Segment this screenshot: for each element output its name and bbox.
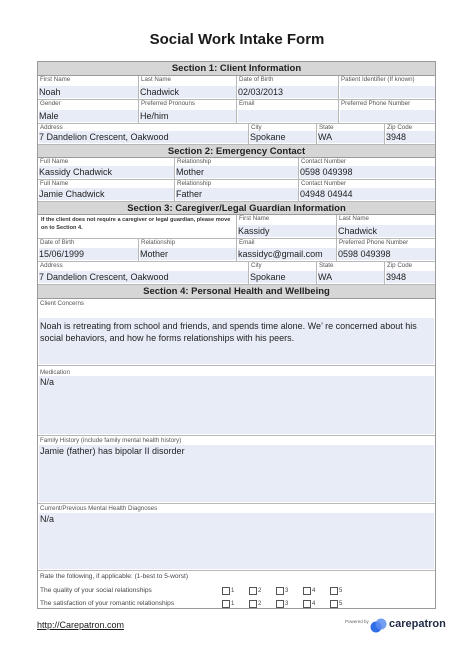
guardian-first-name-label: First Name [239, 215, 270, 222]
contact2-relationship-label: Relationship [177, 180, 212, 187]
guardian-dob-field[interactable] [38, 239, 139, 262]
patient-id-field[interactable] [339, 76, 435, 100]
zip-value[interactable]: 3948 [386, 131, 435, 143]
last-name-value[interactable]: Chadwick [140, 86, 236, 98]
guardian-phone-field[interactable] [337, 239, 435, 262]
phone-label: Preferred Phone Number [341, 100, 411, 107]
city-value[interactable]: Spokane [250, 131, 316, 143]
carepatron-brand: carepatron [389, 618, 446, 630]
guardian-relationship-field[interactable] [139, 239, 237, 262]
guardian-email-label: Email [239, 239, 255, 246]
city-field[interactable] [249, 124, 317, 145]
contact1-number-label: Contact Number [301, 158, 347, 165]
contact1-name-field[interactable] [38, 158, 175, 180]
social-rating-2-label: 2 [258, 588, 262, 594]
contact1-relationship-value[interactable]: Mother [176, 166, 298, 178]
guardian-zip-field[interactable] [385, 262, 435, 285]
contact2-number-field[interactable] [299, 180, 435, 202]
romantic-rating-4-checkbox[interactable] [303, 600, 311, 608]
contact2-number-label: Contact Number [301, 180, 347, 187]
guardian-email-field[interactable] [237, 239, 337, 262]
guardian-relationship-label: Relationship [141, 239, 176, 246]
guardian-dob-label: Date of Birth [40, 239, 75, 246]
contact1-name-label: Full Name [40, 158, 69, 165]
client-concerns-field[interactable] [38, 299, 435, 366]
client-concerns-value[interactable]: Noah is retreating from school and friends, and spends time alone. We’ re concerned about his social behaviors, and how he forms relationships with his peers. [39, 318, 434, 364]
address-value[interactable]: 7 Dandelion Crescent, Oakwood [39, 131, 248, 143]
social-rating-3-label: 3 [285, 588, 289, 594]
family-history-label: Family History (include family mental health history) [40, 437, 182, 444]
romantic-rating-2-checkbox[interactable] [249, 600, 257, 608]
last-name-field[interactable] [139, 76, 237, 100]
zip-field[interactable] [385, 124, 435, 145]
guardian-first-name-field[interactable] [237, 215, 337, 239]
romantic-rating-5-checkbox[interactable] [330, 600, 338, 608]
powered-by-label: Powered by [345, 619, 369, 624]
address-field[interactable] [38, 124, 249, 145]
city-label: City [251, 124, 262, 131]
guardian-state-value[interactable]: WA [318, 271, 384, 283]
guardian-last-name-label: Last Name [339, 215, 369, 222]
social-rating-2-checkbox[interactable] [249, 587, 257, 595]
pronouns-value[interactable]: He/him [140, 110, 236, 122]
state-value[interactable]: WA [318, 131, 384, 143]
email-value[interactable] [238, 110, 338, 122]
email-field[interactable] [237, 100, 339, 124]
guardian-last-name-value[interactable]: Chadwick [338, 225, 435, 237]
contact2-relationship-value[interactable]: Father [176, 188, 298, 200]
dob-label: Date of Birth [239, 76, 274, 83]
romantic-rating-4-label: 4 [312, 601, 316, 607]
guardian-city-value[interactable]: Spokane [250, 271, 316, 283]
client-concerns-label: Client Concerns [40, 300, 85, 307]
dob-field[interactable] [237, 76, 339, 100]
state-field[interactable] [317, 124, 385, 145]
intake-form [37, 61, 436, 609]
phone-field[interactable] [339, 100, 435, 124]
social-rating-4-checkbox[interactable] [303, 587, 311, 595]
last-name-label: Last Name [141, 76, 171, 83]
guardian-relationship-value[interactable]: Mother [140, 248, 236, 260]
guardian-zip-value[interactable]: 3948 [386, 271, 435, 283]
social-rating-5-label: 5 [339, 588, 343, 594]
guardian-state-label: State [319, 262, 334, 269]
family-history-value[interactable]: Jamie (father) has bipolar II disorder [39, 445, 434, 502]
gender-field[interactable] [38, 100, 139, 124]
email-label: Email [239, 100, 255, 107]
guardian-dob-value[interactable]: 15/06/1999 [39, 248, 138, 260]
medication-value[interactable]: N/a [39, 376, 434, 434]
social-rating-5-checkbox[interactable] [330, 587, 338, 595]
contact1-relationship-label: Relationship [177, 158, 212, 165]
rating-item-social: The quality of your social relationships [40, 587, 152, 594]
romantic-rating-1-checkbox[interactable] [222, 600, 230, 608]
guardian-phone-label: Preferred Phone Number [339, 239, 409, 246]
guardian-note: If the client does not require a caregiver or legal guardian, please move on to Section 4. [38, 215, 237, 239]
rating-item-romantic: The satisfaction of your romantic relationships [40, 600, 175, 607]
contact2-number-value[interactable]: 04948 04944 [300, 188, 435, 200]
dob-value[interactable]: 02/03/2013 [238, 86, 338, 98]
guardian-address-label: Address [40, 262, 63, 269]
zip-label: Zip Code [387, 124, 413, 131]
contact1-number-value[interactable]: 0598 049398 [300, 166, 435, 178]
diagnoses-value[interactable]: N/a [39, 513, 434, 569]
carepatron-logo-icon [370, 617, 387, 634]
diagnoses-label: Current/Previous Mental Health Diagnoses [40, 505, 158, 512]
romantic-rating-2-label: 2 [258, 601, 262, 607]
pronouns-field[interactable] [139, 100, 237, 124]
guardian-state-field[interactable] [317, 262, 385, 285]
form-title: Social Work Intake Form [149, 31, 325, 48]
first-name-value[interactable]: Noah [39, 86, 138, 98]
social-rating-1-checkbox[interactable] [222, 587, 230, 595]
guardian-city-field[interactable] [249, 262, 317, 285]
guardian-address-field[interactable] [38, 262, 249, 285]
guardian-email-value[interactable]: kassidyc@gmail.com [238, 248, 336, 260]
first-name-label: First Name [40, 76, 71, 83]
gender-value[interactable]: Male [39, 110, 138, 122]
section3-header: Section 3: Caregiver/Legal Guardian Information [38, 202, 435, 215]
contact2-name-label: Full Name [40, 180, 69, 187]
patient-id-label: Patient Identifier (If known) [341, 76, 415, 83]
pronouns-label: Preferred Pronouns [141, 100, 195, 107]
phone-value[interactable] [340, 110, 435, 122]
contact1-name-value[interactable]: Kassidy Chadwick [39, 166, 174, 178]
address-label: Address [40, 124, 63, 131]
romantic-rating-3-checkbox[interactable] [276, 600, 284, 608]
patient-id-value[interactable] [340, 86, 435, 98]
guardian-address-value[interactable]: 7 Dandelion Crescent, Oakwood [39, 271, 248, 283]
family-history-field[interactable] [38, 436, 435, 504]
contact1-relationship-field[interactable] [175, 158, 299, 180]
romantic-rating-1-label: 1 [231, 601, 235, 607]
social-rating-3-checkbox[interactable] [276, 587, 284, 595]
carepatron-link[interactable]: http://Carepatron.com [37, 620, 125, 630]
guardian-last-name-field[interactable] [337, 215, 435, 239]
contact2-name-value[interactable]: Jamie Chadwick [39, 188, 174, 200]
section4-header: Section 4: Personal Health and Wellbeing [38, 285, 435, 299]
rating-section [38, 571, 435, 608]
rating-intro: Rate the following, if applicable: (1-best to 5-worst) [40, 573, 189, 580]
guardian-zip-label: Zip Code [387, 262, 413, 269]
guardian-city-label: City [251, 262, 262, 269]
contact2-name-field[interactable] [38, 180, 175, 202]
medication-field[interactable] [38, 366, 435, 436]
guardian-first-name-value[interactable]: Kassidy [238, 225, 336, 237]
social-rating-1-label: 1 [231, 588, 235, 594]
social-rating-4-label: 4 [312, 588, 316, 594]
section2-header: Section 2: Emergency Contact [38, 145, 435, 158]
romantic-rating-3-label: 3 [285, 601, 289, 607]
contact2-relationship-field[interactable] [175, 180, 299, 202]
gender-label: Gender [40, 100, 61, 107]
medication-label: Medication [40, 369, 70, 376]
romantic-rating-5-label: 5 [339, 601, 343, 607]
first-name-field[interactable] [38, 76, 139, 100]
section1-header: Section 1: Client Information [38, 62, 435, 76]
contact1-number-field[interactable] [299, 158, 435, 180]
guardian-phone-value[interactable]: 0598 049398 [338, 248, 435, 260]
state-label: State [319, 124, 334, 131]
diagnoses-field[interactable] [38, 504, 435, 571]
